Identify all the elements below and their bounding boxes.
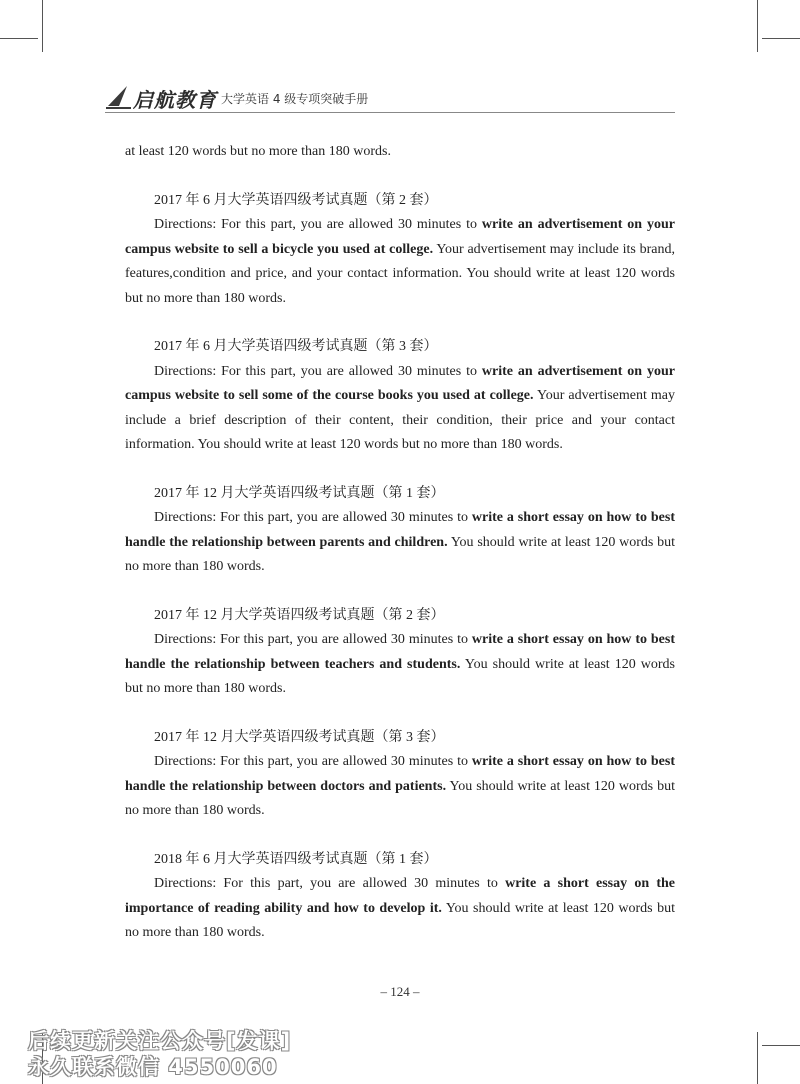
directions-text: Directions: For this part, you are allowed 30 minutes to (154, 632, 472, 647)
crop-mark (757, 0, 758, 52)
crop-mark (0, 38, 38, 39)
directions-text: Directions: For this part, you are allowed 30 minutes to (154, 876, 506, 891)
writing-task: write a short essay on the importance of reading ability and how to develop it. (125, 876, 676, 916)
directions-text: Directions: For this part, you are allowed 30 minutes to (154, 363, 482, 379)
directions-requirements: You should write at least 120 words but no more than 180 words. (125, 534, 675, 574)
exam-section (125, 726, 675, 824)
crop-mark (762, 38, 800, 39)
crop-mark (762, 1045, 800, 1046)
sections-container (125, 189, 675, 946)
watermark-line-2: 永久联系微信 4550060 (28, 1055, 278, 1079)
sail-logo-icon (105, 82, 133, 110)
directions-paragraph (125, 213, 675, 311)
directions-paragraph (125, 872, 675, 946)
section-heading: 2018 年 6 月大学英语四级考试真题（第 1 套） (154, 851, 438, 867)
writing-task: write an advertisement on your campus website to sell a bicycle you used at college. (125, 217, 675, 257)
crop-mark (757, 1032, 758, 1084)
writing-task: write a short essay on how to best handle the relationship between parents and children. (125, 510, 676, 550)
section-heading: 2017 年 12 月大学英语四级考试真题（第 1 套） (154, 485, 445, 501)
directions-text: Directions: For this part, you are allowed 30 minutes to (154, 217, 482, 232)
directions-requirements: Your advertisement may include a brief description of their content, their condition, their price and your contact information. You should write at least 120 words but no more than 180 words. (125, 388, 675, 452)
page-number: – 124 – (380, 984, 420, 999)
writing-task: write a short essay on how to best handle the relationship between doctors and patients. (125, 754, 676, 794)
directions-paragraph (125, 750, 675, 824)
intro-line: at least 120 words but no more than 180 words. (125, 144, 391, 159)
directions-requirements: You should write at least 120 words but no more than 180 words. (125, 900, 675, 940)
page-content (125, 140, 675, 946)
section-heading: 2017 年 12 月大学英语四级考试真题（第 2 套） (154, 607, 445, 623)
section-heading: 2017 年 6 月大学英语四级考试真题（第 3 套） (154, 339, 438, 354)
directions-paragraph (125, 628, 675, 702)
exam-section (125, 335, 675, 458)
exam-section (125, 848, 675, 946)
directions-requirements: You should write at least 120 words but no more than 180 words. (125, 778, 675, 818)
page-header (105, 80, 675, 114)
directions-text: Directions: For this part, you are allowed 30 minutes to (154, 754, 472, 769)
brand-logo-text: 启航教育 (133, 88, 217, 112)
section-heading: 2017 年 12 月大学英语四级考试真题（第 3 套） (154, 729, 445, 745)
book-title: 大学英语 4 级专项突破手册 (221, 92, 369, 106)
watermark-line-1: 后续更新关注公众号[发课] (28, 1029, 292, 1053)
directions-text: Directions: For this part, you are allowed 30 minutes to (154, 510, 472, 525)
crop-mark (42, 0, 43, 52)
directions-requirements: You should write at least 120 words but no more than 180 words. (125, 656, 675, 696)
exam-section (125, 189, 675, 312)
directions-requirements: Your advertisement may include its brand, features,condition and price, and your contact information. You should write at least 120 words but no more than 180 words. (125, 241, 675, 306)
exam-section (125, 482, 675, 580)
directions-paragraph (125, 506, 675, 580)
section-heading: 2017 年 6 月大学英语四级考试真题（第 2 套） (154, 192, 438, 208)
exam-section (125, 604, 675, 702)
header-divider (105, 112, 675, 113)
writing-task: write an advertisement on your campus website to sell some of the course books you used at college. (125, 363, 675, 403)
directions-paragraph (125, 360, 675, 458)
writing-task: write a short essay on how to best handle the relationship between teachers and students. (125, 632, 676, 672)
